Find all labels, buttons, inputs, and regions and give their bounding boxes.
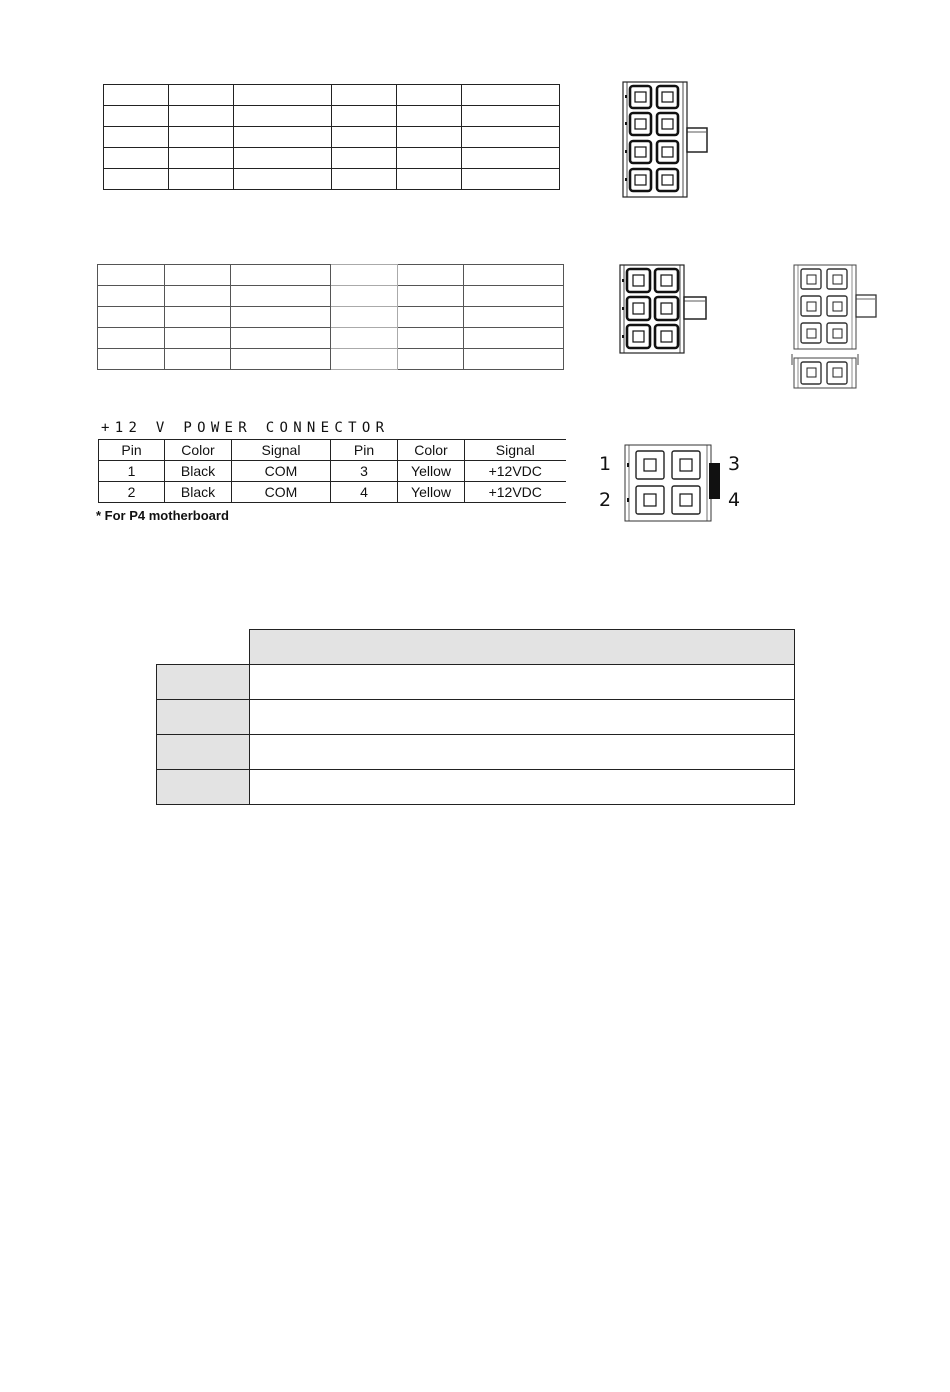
- table-cell: Black: [165, 461, 232, 482]
- table-header-row: [157, 630, 795, 665]
- spec-table: [156, 629, 795, 805]
- power-12v-table: [98, 439, 566, 503]
- table-cell: Yellow: [398, 482, 465, 503]
- table-row: [157, 735, 795, 770]
- spec-value: [250, 770, 795, 805]
- table-cell: Yellow: [398, 461, 465, 482]
- spec-label: [157, 735, 250, 770]
- table-cell: COM: [232, 482, 331, 503]
- spec-label: [157, 700, 250, 735]
- six-plus-two-pin-connector-icon: [789, 263, 881, 391]
- eight-pin-connector-icon: [620, 80, 710, 200]
- table-cell: +12VDC: [465, 461, 566, 482]
- table-cell: 1: [99, 461, 165, 482]
- table-row: [104, 106, 560, 127]
- table-row: [98, 349, 564, 370]
- spec-header: [250, 630, 795, 665]
- spec-value: [250, 665, 795, 700]
- pin-label-1: 1: [599, 453, 612, 475]
- spec-value: [250, 735, 795, 770]
- col-header-pin: Pin: [331, 440, 398, 461]
- spec-label: [157, 770, 250, 805]
- table-row: [157, 700, 795, 735]
- table-row: [98, 265, 564, 286]
- table-cell: 4: [331, 482, 398, 503]
- col-header-color: Color: [398, 440, 465, 461]
- table-row: [104, 127, 560, 148]
- pin-label-4: 4: [728, 489, 741, 511]
- table-row: [157, 665, 795, 700]
- spec-label: [157, 665, 250, 700]
- table-row: [98, 286, 564, 307]
- col-header-pin: Pin: [99, 440, 165, 461]
- table-row: [99, 461, 566, 482]
- table-cell: 3: [331, 461, 398, 482]
- table-cell: 2: [99, 482, 165, 503]
- table-cell: Black: [165, 482, 232, 503]
- col-header-color: Color: [165, 440, 232, 461]
- table-cell: +12VDC: [465, 482, 566, 503]
- table-row: [104, 169, 560, 190]
- table-row: [98, 328, 564, 349]
- table-row: [104, 85, 560, 106]
- table-row: [104, 148, 560, 169]
- col-header-signal: Signal: [465, 440, 566, 461]
- footnote: * For P4 motherboard: [96, 508, 229, 523]
- spec-value: [250, 700, 795, 735]
- table-header-row: [99, 440, 566, 461]
- table-row: [157, 770, 795, 805]
- table-row: [99, 482, 566, 503]
- table-row: [98, 307, 564, 328]
- pin-label-3: 3: [728, 453, 741, 475]
- connector-table-1: [103, 84, 560, 190]
- six-pin-connector-icon: [617, 263, 712, 355]
- table-cell: COM: [232, 461, 331, 482]
- section-title: +12 V POWER CONNECTOR: [101, 420, 390, 436]
- four-pin-connector-icon: [622, 443, 727, 523]
- pin-label-2: 2: [599, 489, 612, 511]
- col-header-signal: Signal: [232, 440, 331, 461]
- connector-table-2: [97, 264, 564, 370]
